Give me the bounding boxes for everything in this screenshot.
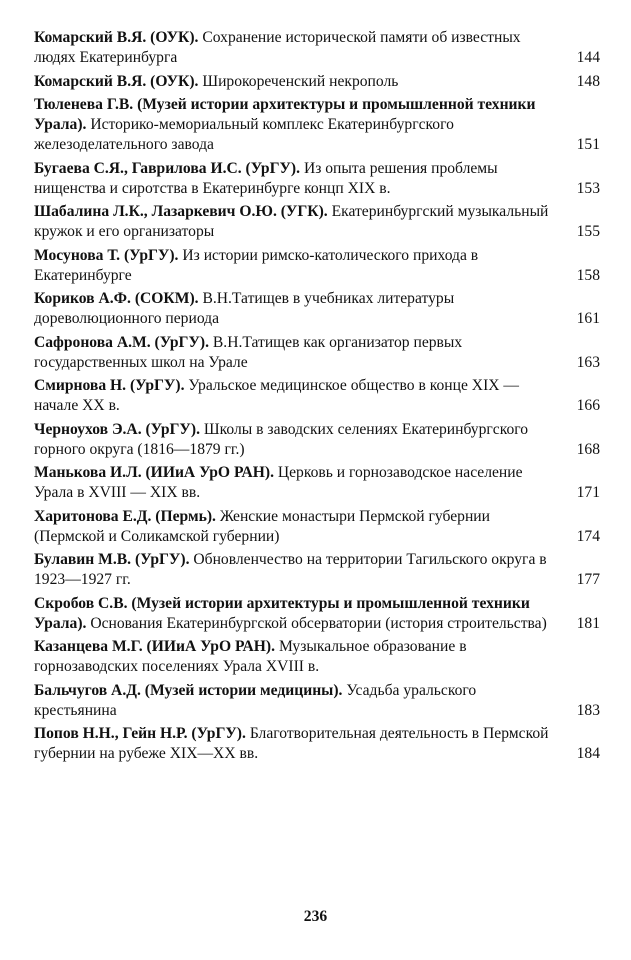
- entry-title: Благотворительная деятельность в Пермской губернии на рубеже XIX—XX вв.: [34, 725, 549, 762]
- entry-title: Широкореченский некрополь: [202, 72, 399, 90]
- entry-title: Екатеринбургский музыкальный кружок и его организаторы: [34, 203, 549, 240]
- toc-entry: [34, 333, 600, 373]
- entry-title: Музыкальное образование в горнозаводских поселениях Урала XVIII в.: [34, 638, 467, 675]
- entry-author: Булавин М.В. (УрГУ).: [34, 551, 190, 568]
- entry-page: 168: [576, 440, 600, 458]
- toc-entry: [34, 95, 600, 155]
- entry-title: Из опыта решения проблемы нищенства и сиротства в Екатеринбурге концп XIX в.: [34, 159, 498, 197]
- entry-page: 161: [576, 310, 600, 327]
- entry-author: Попов Н.Н., Гейн Н.Р. (УрГУ).: [34, 725, 246, 742]
- entry-page: 171: [576, 484, 600, 501]
- page-number: 236: [303, 908, 328, 925]
- toc-entry: [34, 507, 600, 547]
- entry-author: Комарский В.Я. (ОУК).: [34, 29, 199, 46]
- entry-author: Смирнова Н. (УрГУ).: [34, 377, 185, 394]
- toc-entry: [34, 202, 600, 242]
- entry-author: Бугаева С.Я., Гаврилова И.С. (УрГУ).: [34, 159, 301, 177]
- entry-title: Историко-мемориальный комплекс Екатеринбургского железоделательного завода: [34, 116, 454, 153]
- entry-author: Скробов С.В. (Музей истории архитектуры и промышленной техники Урала).: [34, 594, 530, 632]
- toc-entry: [34, 724, 600, 764]
- entry-title: Церковь и горнозаводское население Урала в XVIII — XIX вв.: [34, 464, 523, 501]
- toc-entry: [34, 681, 600, 721]
- entry-page: 177: [576, 571, 600, 588]
- entry-author: Харитонова Е.Д. (Пермь).: [34, 507, 216, 525]
- toc-entry: [34, 637, 600, 677]
- entry-title: Женские монастыри Пермской губернии (Пермской и Соликамской губернии): [34, 507, 490, 545]
- entry-title: Сохранение исторической памяти об известных людях Екатеринбурга: [34, 29, 521, 66]
- entry-title: В.Н.Татищев как организатор первых государственных школ на Урале: [34, 333, 463, 371]
- entry-page: 181: [576, 614, 600, 632]
- entry-author: Казанцева М.Г. (ИИиА УрО РАН).: [34, 638, 276, 655]
- entry-page: 184: [576, 745, 600, 762]
- entry-author: Мосунова Т. (УрГУ).: [34, 246, 179, 264]
- entry-page: 163: [576, 353, 600, 371]
- entry-author: Сафронова А.М. (УрГУ).: [34, 333, 209, 351]
- entry-title: Основания Екатеринбургской обсерватории (история строительства): [90, 614, 547, 632]
- toc-entry: [34, 550, 600, 590]
- entry-author: Тюленева Г.В. (Музей истории архитектуры и промышленной техники Урала).: [34, 96, 536, 133]
- entry-title: Уральское медицинское общество в конце XIX — начале XX в.: [34, 377, 520, 414]
- entry-page: 183: [576, 701, 600, 719]
- entry-page: 148: [576, 72, 600, 90]
- toc-entry: [34, 72, 600, 92]
- entry-page: 166: [576, 397, 600, 414]
- toc-entry: [34, 463, 600, 503]
- entry-page: 151: [576, 136, 600, 153]
- entry-title: Школы в заводских селениях Екатеринбургского горного округа (1816—1879 гг.): [34, 420, 529, 458]
- toc-entry: [34, 376, 600, 416]
- entry-page: 158: [576, 266, 600, 284]
- entry-author: Бальчугов А.Д. (Музей истории медицины).: [34, 681, 343, 699]
- entry-title: В.Н.Татищев в учебниках литературы дореволюционного периода: [34, 290, 455, 327]
- toc-entry: [34, 246, 600, 286]
- toc-entry: [34, 159, 600, 199]
- toc-entry: [34, 594, 600, 634]
- entry-page: 144: [576, 49, 600, 66]
- entry-title: Обновленчество на территории Тагильского округа в 1923—1927 гг.: [34, 551, 547, 588]
- entry-author: Манькова И.Л. (ИИиА УрО РАН).: [34, 464, 274, 481]
- toc-entry: [34, 289, 600, 329]
- toc-entry: [34, 28, 600, 68]
- entry-page: 155: [576, 223, 600, 240]
- entry-author: Шабалина Л.К., Лазаркевич О.Ю. (УГК).: [34, 203, 328, 220]
- entry-author: Черноухов Э.А. (УрГУ).: [34, 420, 200, 438]
- table-of-contents: [34, 28, 600, 768]
- toc-entry: [34, 420, 600, 460]
- entry-page: 174: [576, 527, 600, 545]
- entry-title: Из истории римско-католического прихода в Екатеринбурге: [34, 246, 479, 284]
- entry-page: 153: [576, 179, 600, 197]
- entry-author: Кориков А.Ф. (СОКМ).: [34, 290, 199, 307]
- entry-title: Усадьба уральского крестьянина: [34, 681, 477, 719]
- entry-author: Комарский В.Я. (ОУК).: [34, 72, 199, 90]
